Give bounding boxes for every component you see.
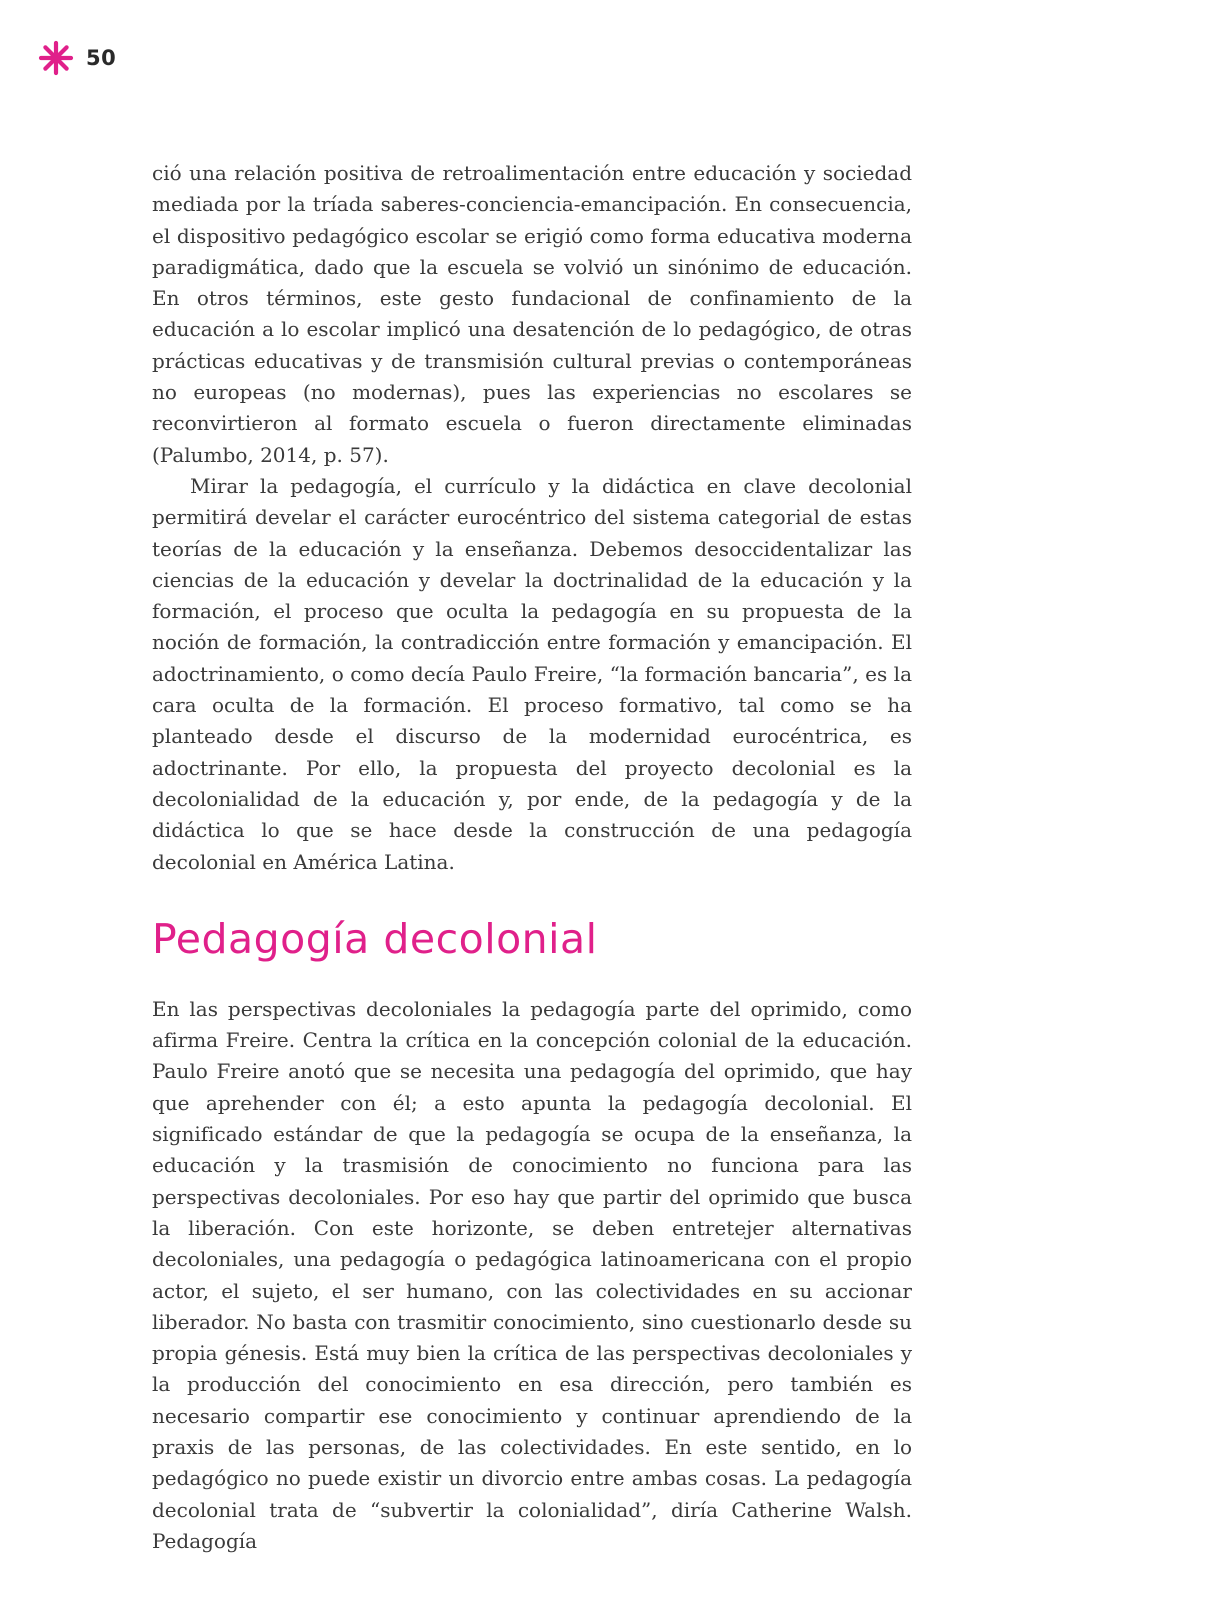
asterisk-icon bbox=[38, 40, 74, 76]
body-paragraph: Mirar la pedagogía, el currículo y la didáctica en clave decolonial permitirá develar el carácter eurocéntrico del sistema categorial de estas teorías de la educación y la enseñanza. Debemos desoccidentalizar las ciencias de la educación y develar la doctrinalidad de la educación y la formación, el proceso que oculta la pedagogía en su propuesta de la noción de formación, la contradicción entre formación y emancipación. El adoctrinamiento, o como decía Paulo Freire, “la formación bancaria”, es la cara oculta de la formación. El proceso formativo, tal como se ha planteado desde el discurso de la modernidad eurocéntrica, es adoctrinante. Por ello, la propuesta del proyecto decolonial es la decolonialidad de la educación y, por ende, de la pedagogía y de la didáctica lo que se hace desde la construcción de una pedagogía decolonial en América Latina. bbox=[152, 473, 912, 874]
page-number: 50 bbox=[86, 46, 117, 70]
body-paragraph: ció una relación positiva de retroalimentación entre educación y sociedad mediada por la tríada saberes-conciencia-emancipación. En consecuencia, el dispositivo pedagógico escolar se erigió como forma educativa moderna paradigmática, dado que la escuela se volvió un sinónimo de educación. En otros términos, este gesto fundacional de confinamiento de la educación a lo escolar implicó una desatención de lo pedagógico, de otras prácticas educativas y de transmisión cultural previas o contemporáneas no europeas (no modernas), pues las experiencias no escolares se reconvirtieron al formato escuela o fueron directamente eliminadas (Palumbo, 2014, p. 57). bbox=[152, 161, 912, 467]
section-heading: Pedagogía decolonial bbox=[152, 914, 598, 963]
text-column bbox=[152, 158, 912, 1557]
body-paragraph: En las perspectivas decoloniales la pedagogía parte del oprimido, como afirma Freire. Centra la crítica en la concepción colonial de la educación. Paulo Freire anotó que se necesita una pedagogía del oprimido, que hay que aprehender con él; a esto apunta la pedagogía decolonial. El significado estándar de que la pedagogía se ocupa de la enseñanza, la educación y la trasmisión de conocimiento no funciona para las perspectivas decoloniales. Por eso hay que partir del oprimido que busca la liberación. Con este horizonte, se deben entretejer alternativas decoloniales, una pedagogía o pedagógica latinoamericana con el propio actor, el sujeto, el ser humano, con las colectividades en su accionar liberador. No basta con trasmitir conocimiento, sino cuestionarlo desde su propia génesis. Está muy bien la crítica de las perspectivas decoloniales y la producción del conocimiento en esa dirección, pero también es necesario compartir ese conocimiento y continuar aprendiendo de la praxis de las personas, de las colectividades. En este sentido, en lo pedagógico no puede existir un divorcio entre ambas cosas. La pedagogía decolonial trata de “subvertir la colonialidad”, diría Catherine Walsh. Pedagogía bbox=[152, 996, 912, 1553]
page-header bbox=[38, 40, 116, 76]
